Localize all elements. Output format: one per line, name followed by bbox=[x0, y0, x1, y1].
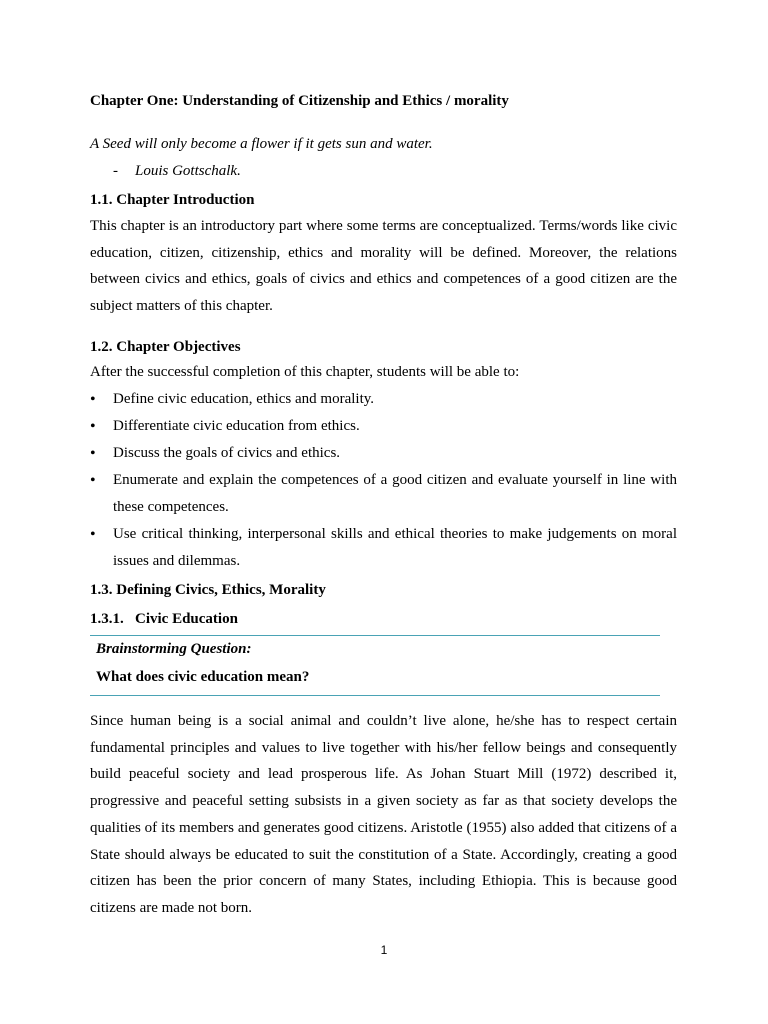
page-number: 1 bbox=[380, 943, 388, 957]
objectives-list bbox=[90, 386, 677, 575]
brainstorming-question: What does civic education mean? bbox=[96, 669, 310, 685]
objective-text: Define civic education, ethics and morality. bbox=[113, 391, 375, 407]
page-content bbox=[90, 91, 677, 922]
epigraph-author-line bbox=[113, 161, 677, 181]
objective-text: Use critical thinking, interpersonal skills and ethical theories to make judgements on moral issues and dilemmas. bbox=[113, 526, 677, 569]
bullet-icon: • bbox=[90, 472, 96, 489]
subsection-title: Civic Education bbox=[135, 611, 238, 627]
bullet-icon: • bbox=[90, 418, 96, 435]
section-heading-definitions: 1.3. Defining Civics, Ethics, Morality bbox=[90, 582, 326, 598]
objective-text: Enumerate and explain the competences of a good citizen and evaluate yourself in line with these competences. bbox=[113, 472, 677, 515]
bullet-icon: • bbox=[90, 391, 96, 408]
subsection-heading-civic-education bbox=[90, 604, 677, 634]
introduction-paragraph: This chapter is an introductory part where some terms are conceptualized. Terms/words like civic education, citizen, citizenship, ethics and morality will be defined. Moreover, the relations between civics and ethics, goals of civics and ethics and competences of a good citizen are the subject matters of this chapter. bbox=[90, 218, 677, 314]
list-item bbox=[90, 521, 677, 575]
objective-text: Differentiate civic education from ethics. bbox=[113, 418, 360, 434]
brainstorming-box bbox=[90, 635, 660, 696]
list-item bbox=[90, 413, 677, 440]
bullet-icon: • bbox=[90, 445, 96, 462]
list-item bbox=[90, 386, 677, 413]
list-item bbox=[90, 440, 677, 467]
civic-education-paragraph: Since human being is a social animal and couldn’t live alone, he/she has to respect certain fundamental principles and values to live together with his/her fellow beings and consequently build peaceful society and lead prosperous life. As Johan Stuart Mill (1972) described it, progressive and peaceful setting subsists in a given society as far as that society develops the qualities of its members and generates good citizens. Aristotle (1955) also added that citizens of a State should always be educated to suit the constitution of a State. Accordingly, creating a good citizen has been the prior concern of many States, including Ethiopia. This is because good citizens are made not born. bbox=[90, 713, 677, 916]
objective-text: Discuss the goals of civics and ethics. bbox=[113, 445, 341, 461]
section-heading-objectives: 1.2. Chapter Objectives bbox=[90, 339, 241, 355]
subsection-number: 1.3.1. bbox=[90, 611, 124, 627]
brainstorming-title: Brainstorming Question: bbox=[96, 641, 252, 657]
section-heading-introduction: 1.1. Chapter Introduction bbox=[90, 192, 255, 208]
chapter-title: Chapter One: Understanding of Citizenship and Ethics / morality bbox=[90, 93, 509, 109]
epigraph-quote: A Seed will only become a flower if it gets sun and water. bbox=[90, 136, 433, 152]
list-item bbox=[90, 467, 677, 521]
objectives-lead: After the successful completion of this chapter, students will be able to: bbox=[90, 364, 520, 380]
epigraph-dash: - bbox=[113, 163, 118, 179]
epigraph-author: Louis Gottschalk. bbox=[135, 163, 241, 179]
bullet-icon: • bbox=[90, 526, 96, 543]
